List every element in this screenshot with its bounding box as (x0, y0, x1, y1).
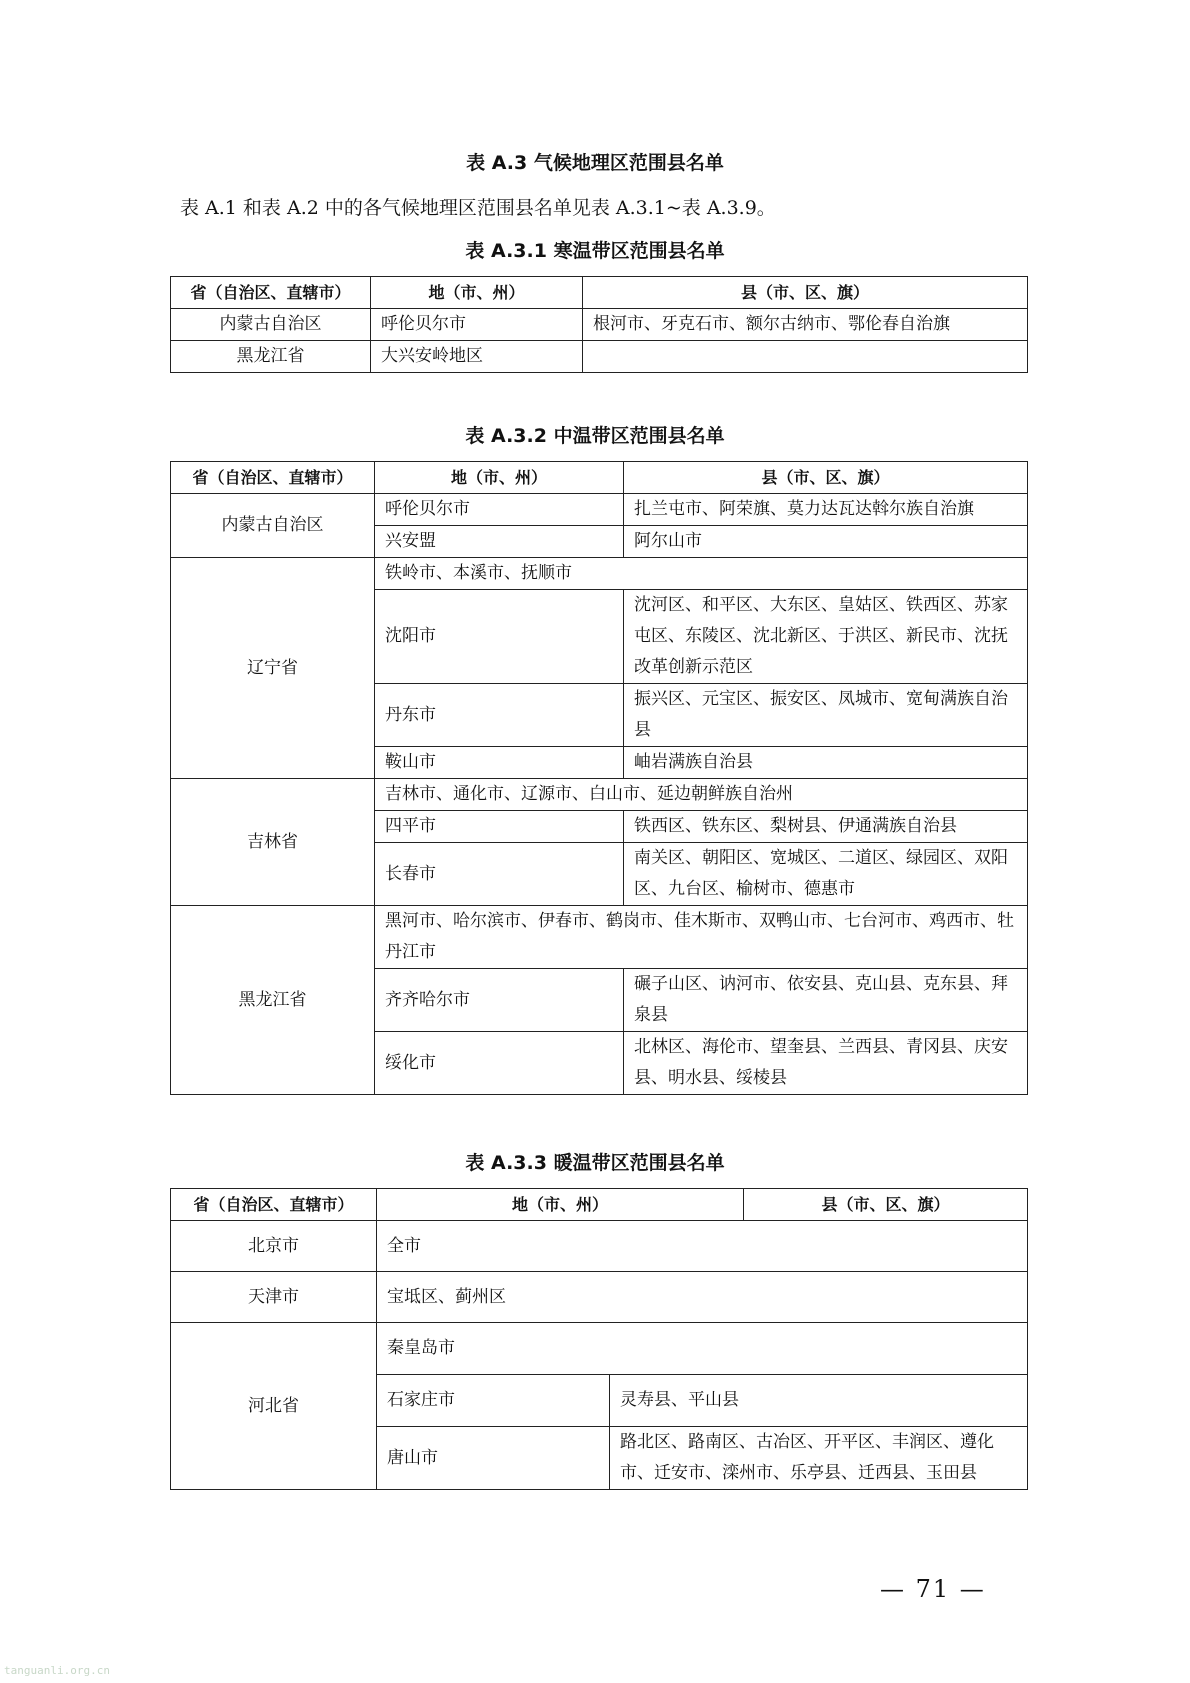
city-cell: 绥化市 (375, 1032, 624, 1095)
table-row (171, 906, 1028, 969)
table-a31-title: 表 A.3.1 寒温带区范围县名单 (465, 240, 725, 262)
province-cell: 辽宁省 (171, 558, 375, 779)
table-a32 (170, 461, 1028, 1095)
county-cell: 扎兰屯市、阿荣旗、莫力达瓦达斡尔族自治旗 (624, 494, 1028, 526)
table-row (171, 341, 1028, 373)
table-row (171, 1323, 1028, 1375)
city-cell: 铁岭市、本溪市、抚顺市 (375, 558, 1028, 590)
section-heading: 表 A.3 气候地理区范围县名单 (466, 152, 724, 174)
table-a33 (170, 1188, 1028, 1490)
county-cell: 振兴区、元宝区、振安区、凤城市、宽甸满族自治县 (624, 684, 1028, 747)
table-a33-title: 表 A.3.3 暖温带区范围县名单 (465, 1152, 725, 1174)
city-cell: 大兴安岭地区 (371, 341, 583, 373)
table-row (171, 558, 1028, 590)
table-row (171, 309, 1028, 341)
header-city: 地（市、州） (375, 462, 624, 494)
county-cell: 路北区、路南区、古冶区、开平区、丰润区、遵化市、迁安市、滦州市、乐亭县、迁西县、玉田县 (610, 1427, 1028, 1490)
city-cell: 丹东市 (375, 684, 624, 747)
county-cell: 南关区、朝阳区、宽城区、二道区、绿园区、双阳区、九台区、榆树市、德惠市 (624, 843, 1028, 906)
city-cell: 四平市 (375, 811, 624, 843)
province-cell: 北京市 (171, 1221, 377, 1272)
header-province: 省（自治区、直辖市） (171, 1189, 377, 1221)
city-cell: 沈阳市 (375, 590, 624, 684)
table-row (171, 779, 1028, 811)
header-province: 省（自治区、直辖市） (171, 462, 375, 494)
city-cell: 唐山市 (377, 1427, 610, 1490)
city-cell: 呼伦贝尔市 (375, 494, 624, 526)
city-cell: 鞍山市 (375, 747, 624, 779)
county-cell: 铁西区、铁东区、梨树县、伊通满族自治县 (624, 811, 1028, 843)
county-cell: 碾子山区、讷河市、依安县、克山县、克东县、拜泉县 (624, 969, 1028, 1032)
table-row (171, 1272, 1028, 1323)
county-cell: 北林区、海伦市、望奎县、兰西县、青冈县、庆安县、明水县、绥棱县 (624, 1032, 1028, 1095)
province-cell: 内蒙古自治区 (171, 309, 371, 341)
header-county: 县（市、区、旗） (744, 1189, 1028, 1221)
province-cell: 天津市 (171, 1272, 377, 1323)
city-cell: 秦皇岛市 (377, 1323, 1028, 1375)
province-cell: 黑龙江省 (171, 341, 371, 373)
table-header-row (171, 1189, 1028, 1221)
city-cell: 兴安盟 (375, 526, 624, 558)
table-row (171, 1221, 1028, 1272)
county-cell: 阿尔山市 (624, 526, 1028, 558)
province-cell: 黑龙江省 (171, 906, 375, 1095)
county-cell (583, 341, 1028, 373)
city-cell: 齐齐哈尔市 (375, 969, 624, 1032)
province-cell: 吉林省 (171, 779, 375, 906)
table-a32-title: 表 A.3.2 中温带区范围县名单 (465, 425, 725, 447)
province-cell: 内蒙古自治区 (171, 494, 375, 558)
city-cell: 宝坻区、蓟州区 (377, 1272, 1028, 1323)
province-cell: 河北省 (171, 1323, 377, 1490)
city-cell: 吉林市、通化市、辽源市、白山市、延边朝鲜族自治州 (375, 779, 1028, 811)
table-header-row (171, 462, 1028, 494)
county-cell: 沈河区、和平区、大东区、皇姑区、铁西区、苏家屯区、东陵区、沈北新区、于洪区、新民市、沈抚改革创新示范区 (624, 590, 1028, 684)
header-city: 地（市、州） (377, 1189, 744, 1221)
header-county: 县（市、区、旗） (583, 277, 1028, 309)
city-cell: 全市 (377, 1221, 1028, 1272)
city-cell: 呼伦贝尔市 (371, 309, 583, 341)
table-a31 (170, 276, 1028, 373)
county-cell: 根河市、牙克石市、额尔古纳市、鄂伦春自治旗 (583, 309, 1028, 341)
page-number: — 71 — (880, 1575, 986, 1603)
city-cell: 石家庄市 (377, 1375, 610, 1427)
header-province: 省（自治区、直辖市） (171, 277, 371, 309)
table-row (171, 494, 1028, 526)
watermark: tanguanli.org.cn (4, 1664, 110, 1677)
county-cell: 灵寿县、平山县 (610, 1375, 1028, 1427)
city-cell: 长春市 (375, 843, 624, 906)
county-cell: 岫岩满族自治县 (624, 747, 1028, 779)
header-city: 地（市、州） (371, 277, 583, 309)
intro-paragraph: 表 A.1 和表 A.2 中的各气候地理区范围县名单见表 A.3.1~表 A.3.9。 (180, 197, 776, 219)
header-county: 县（市、区、旗） (624, 462, 1028, 494)
city-cell: 黑河市、哈尔滨市、伊春市、鹤岗市、佳木斯市、双鸭山市、七台河市、鸡西市、牡丹江市 (375, 906, 1028, 969)
table-header-row (171, 277, 1028, 309)
